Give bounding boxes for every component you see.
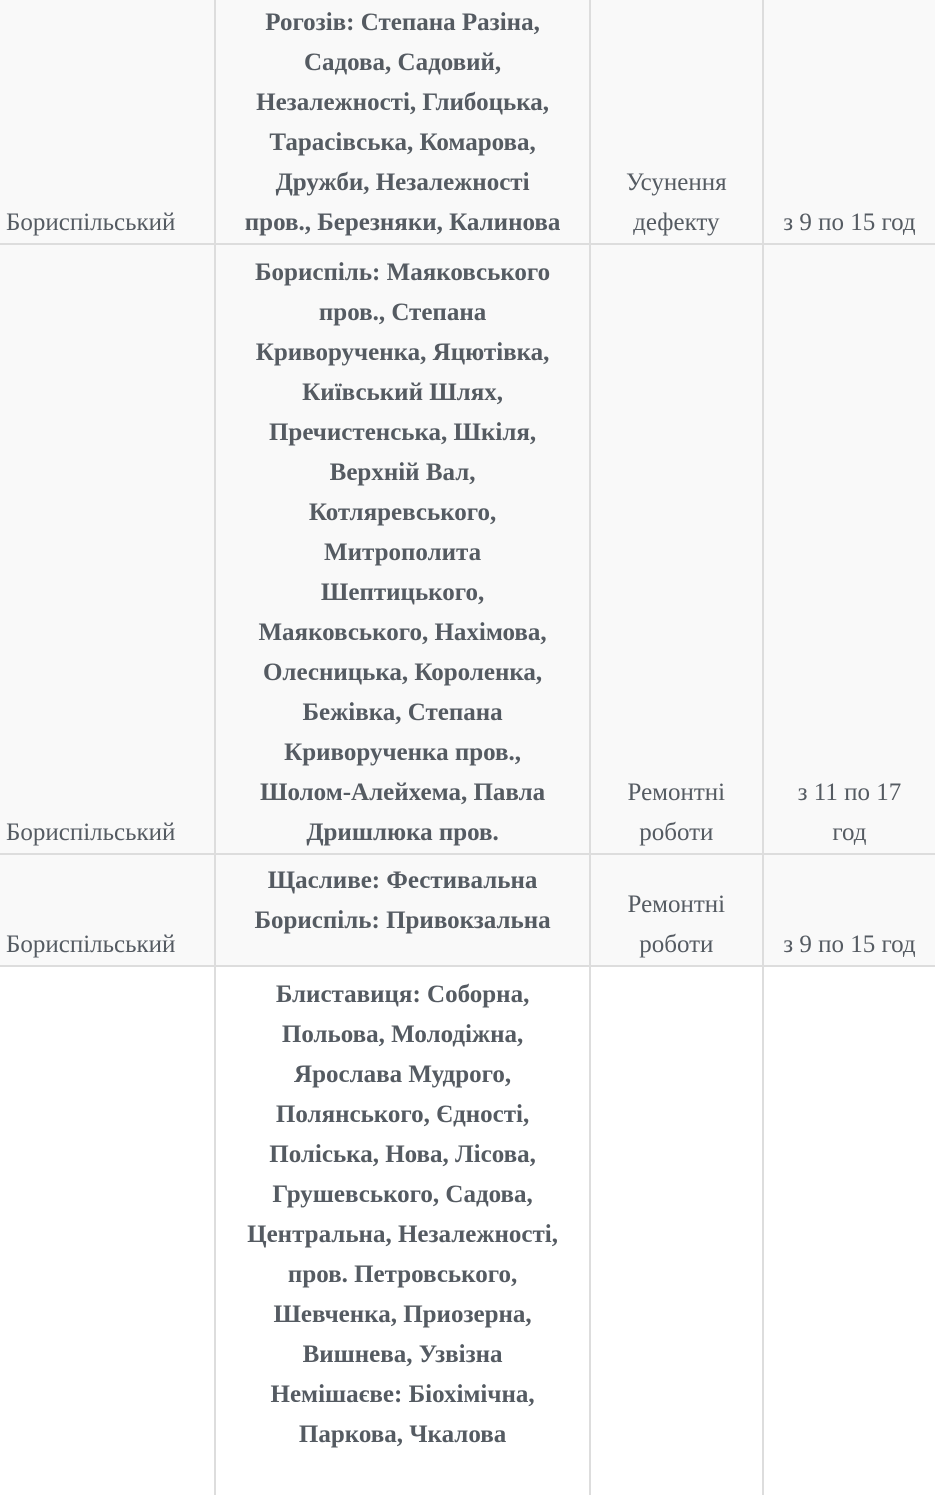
- reason-line: роботи: [639, 819, 714, 846]
- reason-line: Ремонтні: [627, 779, 726, 806]
- district-text: Бориспільський: [6, 819, 176, 846]
- streets-line: Шептицького,: [320, 579, 485, 606]
- streets-line: Полянського, Єдності,: [275, 1101, 530, 1128]
- streets-line: пров., Березняки, Калинова: [244, 209, 561, 236]
- district-cell: [0, 244, 215, 854]
- streets-line: Митрополита: [324, 539, 482, 566]
- time-line: год: [832, 819, 867, 846]
- streets-line: Грушевського, Садова,: [272, 1181, 533, 1208]
- district-cell: [0, 0, 215, 244]
- streets-line: Шевченка, Приозерна,: [273, 1301, 532, 1328]
- streets-cell: [215, 244, 589, 854]
- streets-line: Криворученка пров.,: [284, 739, 522, 766]
- streets-line: Бориспіль: Привокзальна: [254, 907, 551, 934]
- reason-line: Ремонтні: [627, 891, 726, 918]
- streets-line: Тарасівська, Комарова,: [269, 129, 536, 156]
- streets-cell: [215, 0, 589, 244]
- streets-line: Ярослава Мудрого,: [294, 1061, 512, 1088]
- streets-line: Дришлюка пров.: [306, 819, 499, 846]
- table-row: [0, 0, 935, 244]
- table-row: [0, 966, 935, 1495]
- reason-cell: [590, 966, 763, 1495]
- table-row: [0, 854, 935, 966]
- streets-line: Котляревського,: [308, 499, 497, 526]
- streets-line: Паркова, Чкалова: [298, 1421, 507, 1448]
- streets-line: Дружби, Незалежності: [275, 169, 530, 196]
- streets-line: Поліська, Нова, Лісова,: [269, 1141, 536, 1168]
- time-cell: [763, 244, 935, 854]
- streets-line: Верхній Вал,: [329, 459, 476, 486]
- streets-line: Щасливе: Фестивальна: [267, 867, 538, 894]
- streets-line: Садова, Садовий,: [303, 49, 502, 76]
- streets-cell: [215, 854, 589, 966]
- district-text: Бориспільський: [6, 931, 176, 958]
- streets-line: Шолом-Алейхема, Павла: [260, 779, 546, 806]
- streets-line: Незалежності, Глибоцька,: [256, 89, 549, 116]
- reason-cell: [590, 244, 763, 854]
- reason-line: дефекту: [633, 209, 720, 236]
- streets-line: Блиставиця: Соборна,: [275, 981, 530, 1008]
- streets-line: Олесницька, Короленка,: [262, 659, 543, 686]
- streets-line: Центральна, Незалежності,: [247, 1221, 558, 1248]
- time-line: з 9 по 15 год: [783, 931, 916, 958]
- streets-line: пров., Степана: [318, 299, 487, 326]
- streets-cell: [215, 966, 589, 1495]
- streets-line: Пречистенська, Шкіля,: [268, 419, 537, 446]
- streets-line: Бориспіль: Маяковського: [255, 259, 551, 286]
- streets-line: Рогозів: Степана Разіна,: [265, 9, 540, 36]
- time-cell: [763, 0, 935, 244]
- table-row: [0, 244, 935, 854]
- time-cell: [763, 854, 935, 966]
- time-line: з 9 по 15 год: [783, 209, 916, 236]
- reason-cell: [590, 0, 763, 244]
- reason-line: Усунення: [625, 169, 727, 196]
- reason-line: роботи: [639, 931, 714, 958]
- streets-line: Криворученка, Яцютівка,: [255, 339, 550, 366]
- district-cell: [0, 854, 215, 966]
- reason-cell: [590, 854, 763, 966]
- streets-line: Київський Шлях,: [302, 379, 503, 406]
- streets-line: пров. Петровського,: [287, 1261, 518, 1288]
- district-text: Бориспільський: [6, 209, 176, 236]
- streets-line: Немішаєве: Біохімічна,: [270, 1381, 535, 1408]
- time-cell: [763, 966, 935, 1495]
- streets-line: Польова, Молодіжна,: [281, 1021, 524, 1048]
- time-line: з 11 по 17: [797, 779, 902, 806]
- streets-line: Вишнева, Узвізна: [302, 1341, 503, 1368]
- streets-line: Бежівка, Степана: [302, 699, 503, 726]
- streets-line: Маяковського, Нахімова,: [258, 619, 547, 646]
- district-cell: [0, 966, 215, 1495]
